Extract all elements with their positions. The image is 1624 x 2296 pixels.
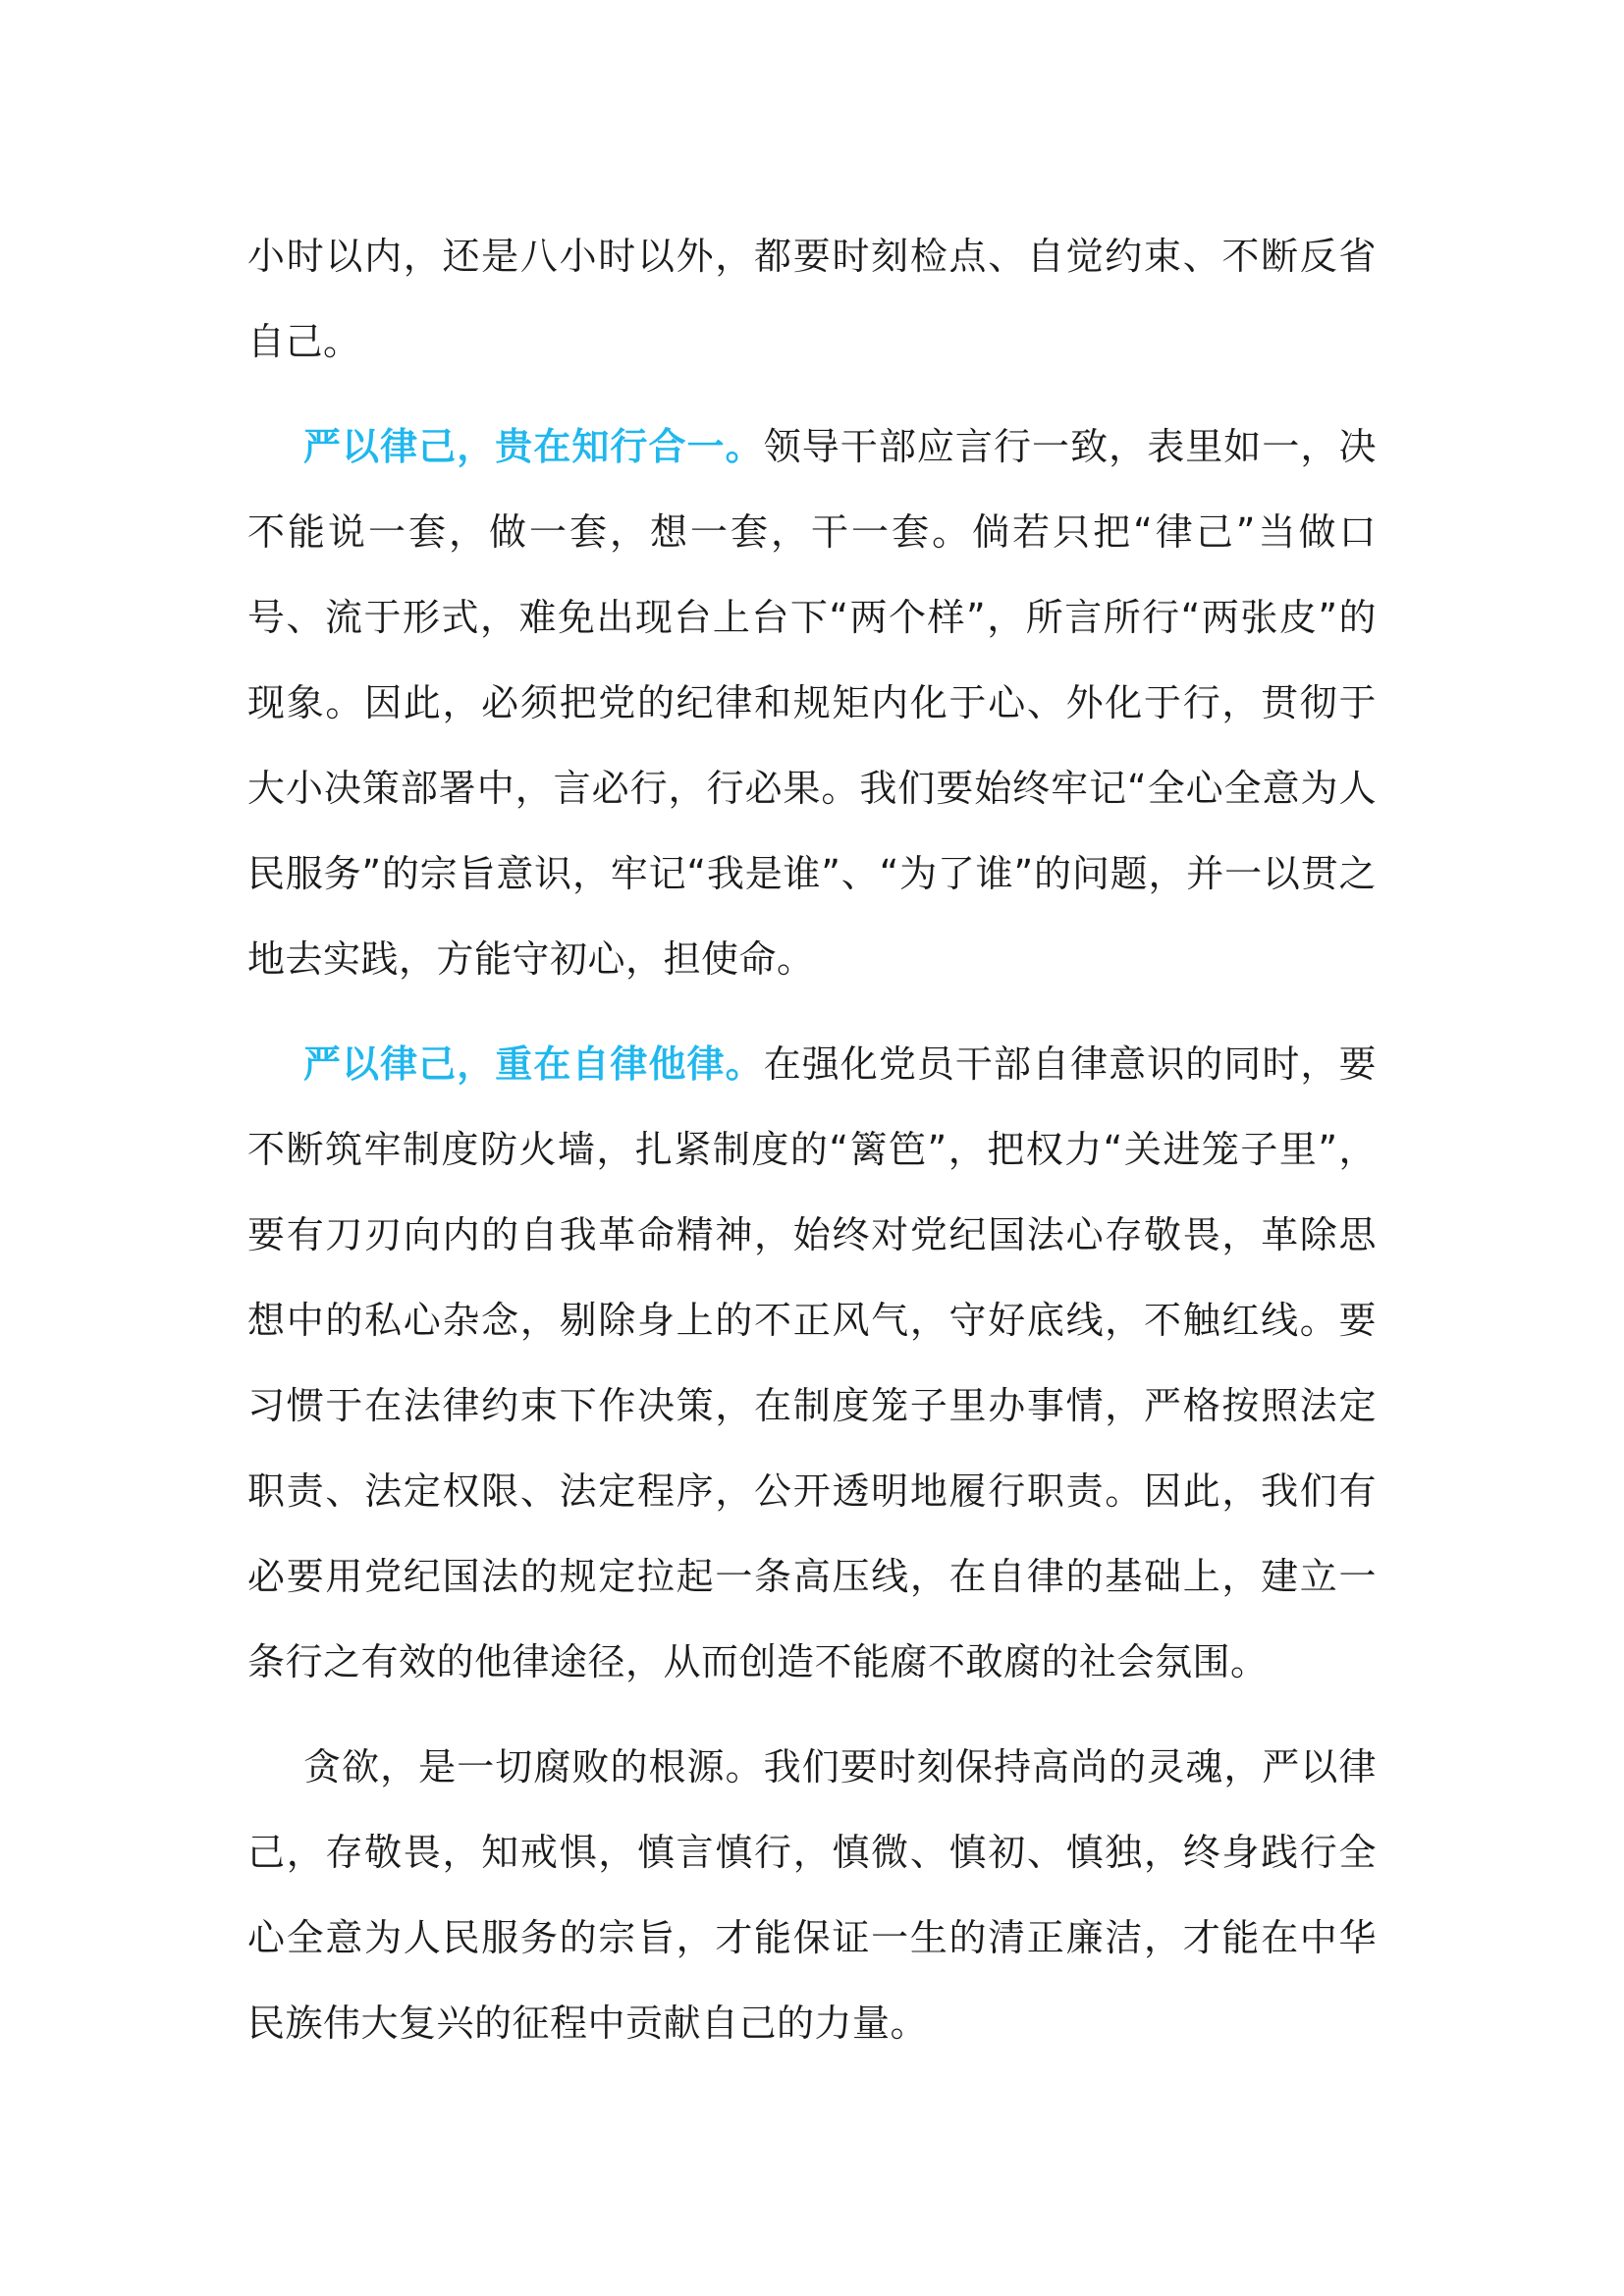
paragraph-self-discipline — [247, 1022, 1377, 1705]
paragraph-heading: 严以律己，重在自律他律。 — [303, 1042, 764, 1086]
paragraph-conclusion — [247, 1725, 1377, 2066]
document-body — [247, 214, 1377, 2086]
paragraph-knowledge-action — [247, 404, 1377, 1002]
paragraph-text: 领导干部应言行一致，表里如一，决不能说一套，做一套，想一套，干一套。倘若只把“律己”当做口号、流于形式，难免出现台上台下“两个样”，所言所行“两张皮”的现象。因此，必须把党的纪律和规矩内化于心、外化于行，贯彻于大小决策部署中，言必行，行必果。我们要始终牢记“全心全意为人民服务”的宗旨意识，牢记“我是谁”、“为了谁”的问题，并一以贯之地去实践，方能守初心，担使命。 — [247, 425, 1377, 981]
paragraph-continuation — [247, 214, 1377, 385]
paragraph-text: 贪欲，是一切腐败的根源。我们要时刻保持高尚的灵魂，严以律己，存敬畏，知戒惧，慎言慎行，慎微、慎初、慎独，终身践行全心全意为人民服务的宗旨，才能保证一生的清正廉洁，才能在中华民族伟大复兴的征程中贡献自己的力量。 — [247, 1745, 1377, 2045]
paragraph-heading: 严以律己，贵在知行合一。 — [303, 425, 764, 468]
paragraph-text: 在强化党员干部自律意识的同时，要不断筑牢制度防火墙，扎紧制度的“篱笆”，把权力“关进笼子里”，要有刀刃向内的自我革命精神，始终对党纪国法心存敬畏，革除思想中的私心杂念，剔除身上的不正风气，守好底线，不触红线。要习惯于在法律约束下作决策，在制度笼子里办事情，严格按照法定职责、法定权限、法定程序，公开透明地履行职责。因此，我们有必要用党纪国法的规定拉起一条高压线，在自律的基础上，建立一条行之有效的他律途径，从而创造不能腐不敢腐的社会氛围。 — [247, 1042, 1377, 1683]
paragraph-text: 小时以内，还是八小时以外，都要时刻检点、自觉约束、不断反省自己。 — [247, 235, 1377, 363]
